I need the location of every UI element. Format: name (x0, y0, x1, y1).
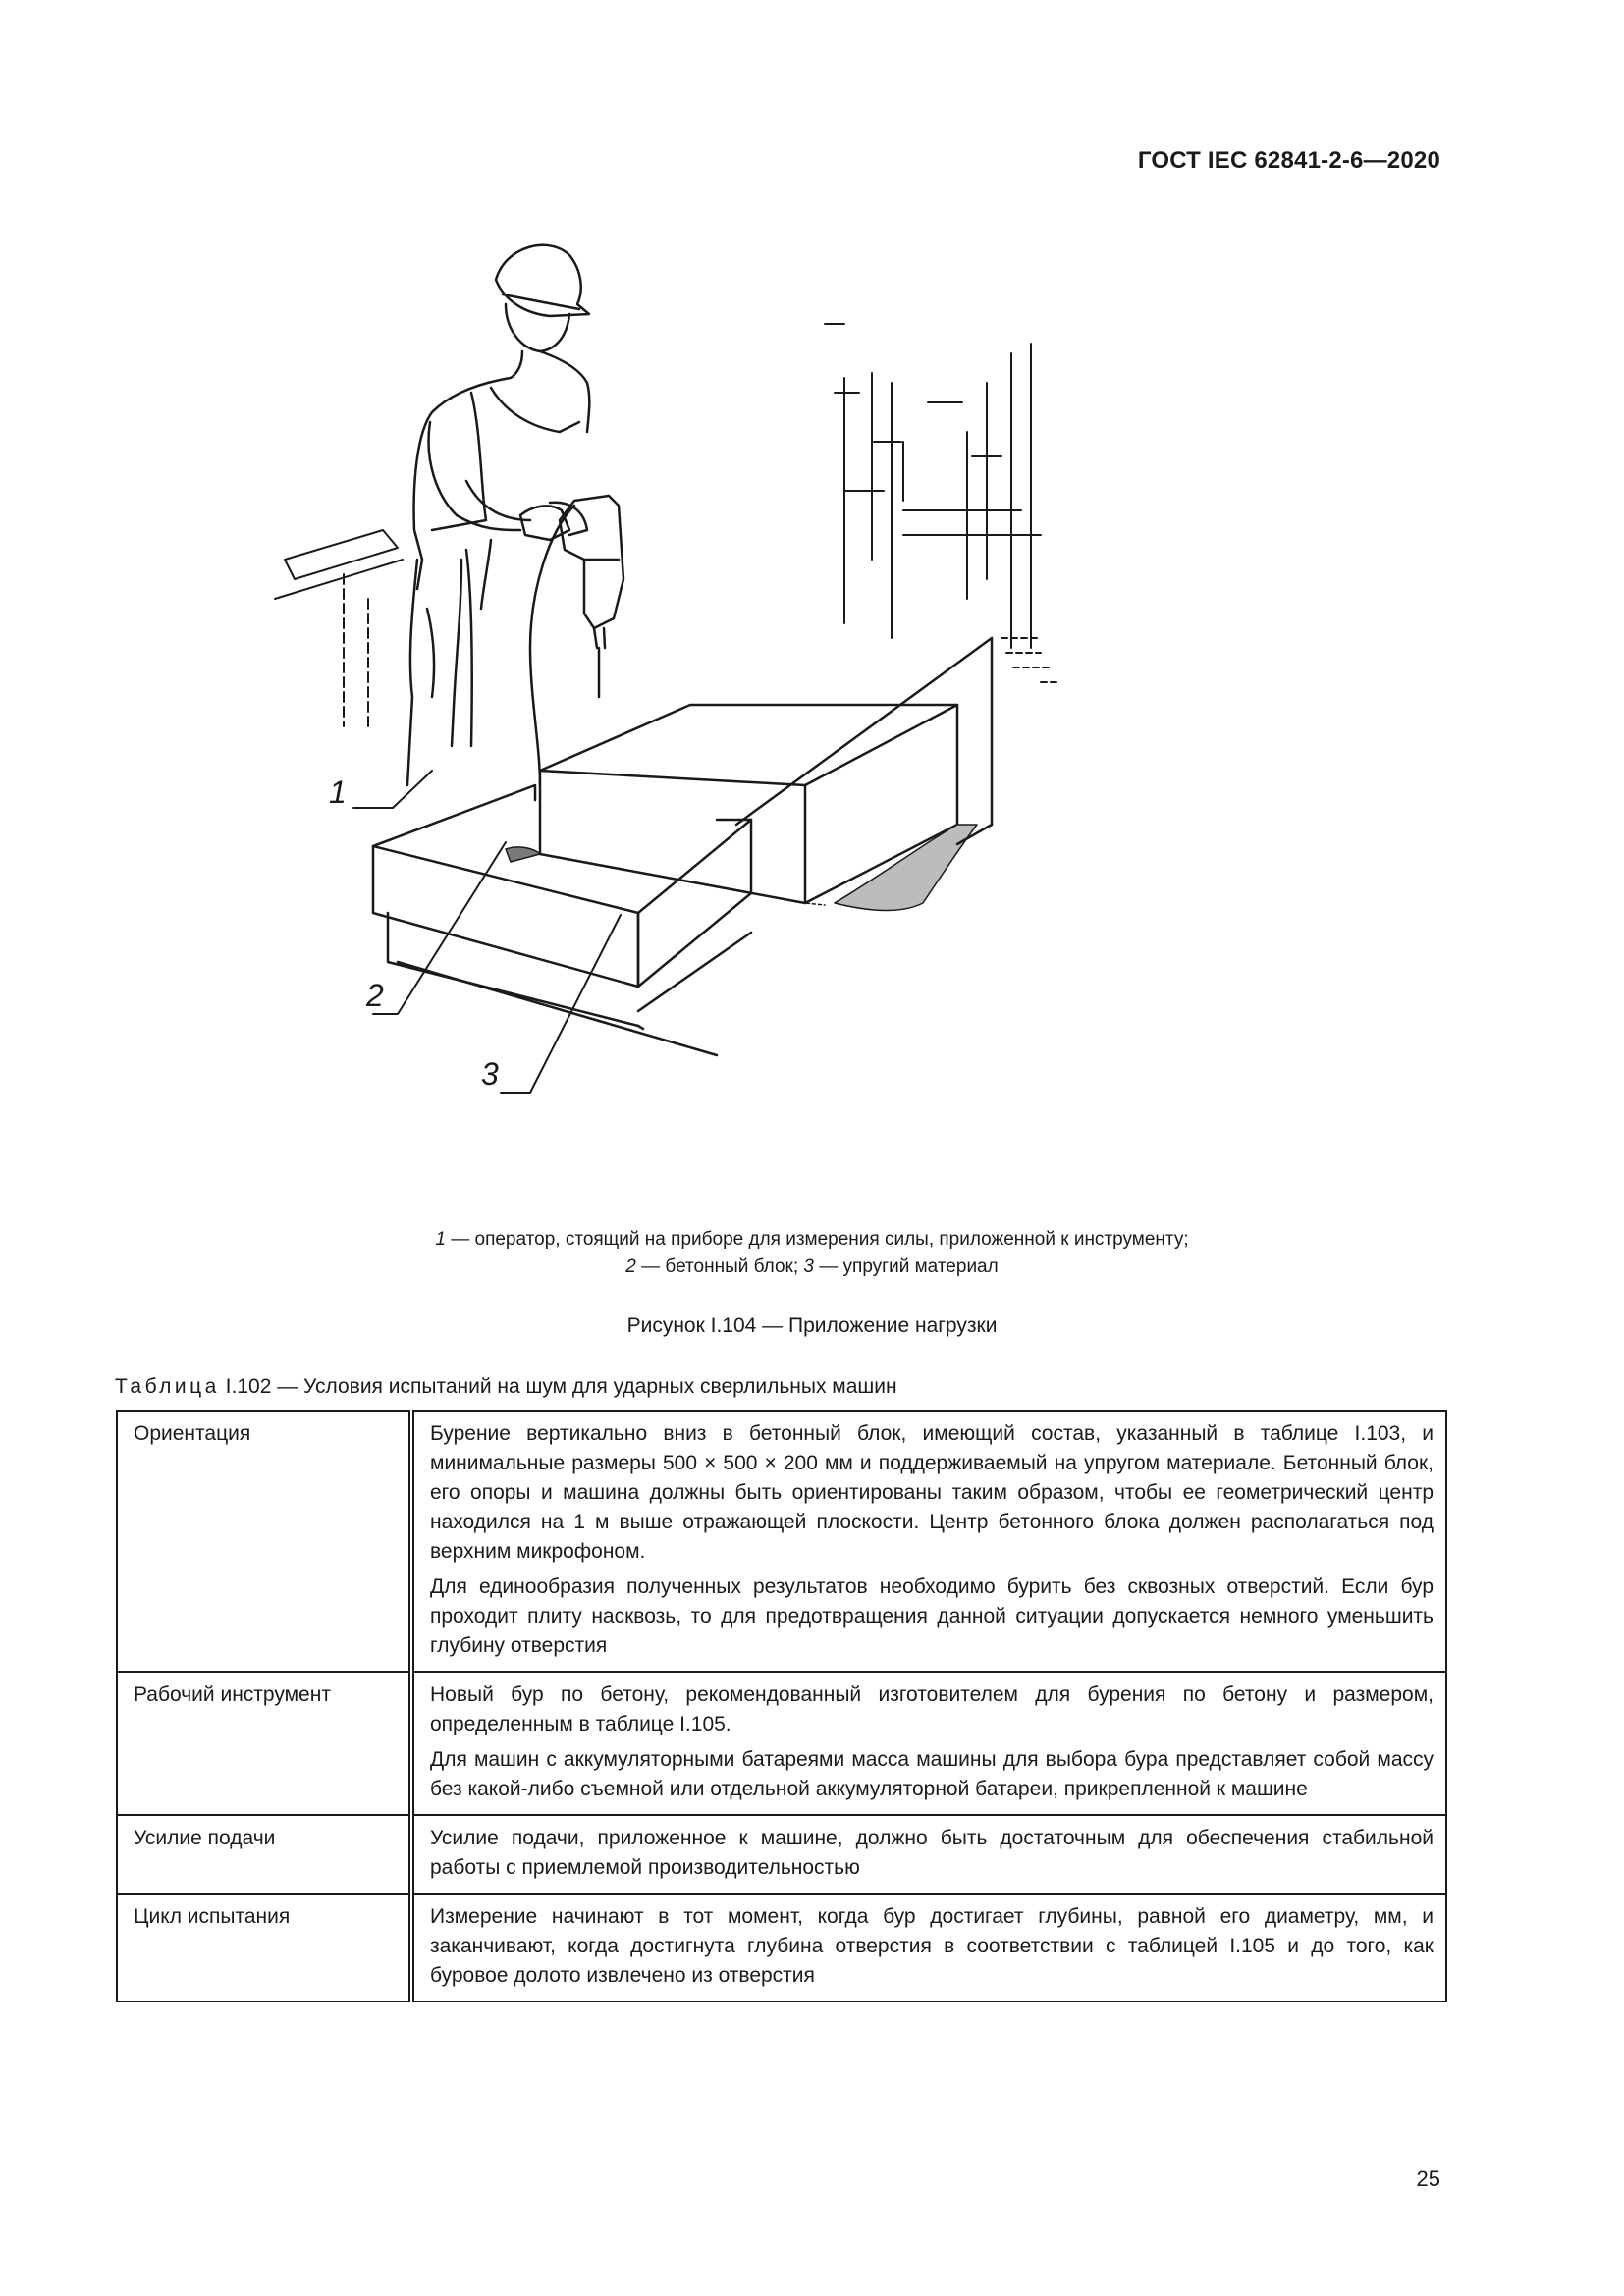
standard-header: ГОСТ IEC 62841-2-6—2020 (1137, 147, 1440, 174)
figure-legend-line-2 (0, 1254, 1624, 1281)
table-row (117, 1411, 1446, 1672)
legend-number: 3 (803, 1256, 814, 1277)
legend-number: 2 (625, 1256, 636, 1277)
row-label: Цикл испытания (117, 1894, 411, 2002)
figure-legend-line-1 (0, 1226, 1624, 1254)
background-wall (825, 324, 1060, 682)
label-operator: 1 (329, 774, 347, 810)
background-bench (275, 530, 403, 726)
label-concrete-block: 2 (366, 978, 384, 1013)
table-title-text: I.102 — Условия испытаний на шум для ударных сверлильных машин (219, 1375, 897, 1398)
figure-caption: Рисунок I.104 — Приложение нагрузки (626, 1314, 998, 1337)
row-paragraph: Новый бур по бетону, рекомендованный изготовителем для бурения по бетону и размером, определенным в таблице I.105. (430, 1683, 1434, 1735)
row-description (411, 1815, 1446, 1894)
legend-text: — бетонный блок; (635, 1256, 804, 1277)
legend-number: 1 (435, 1229, 446, 1250)
row-label: Ориентация (117, 1411, 411, 1672)
table-row (117, 1672, 1446, 1815)
figure-illustration (329, 236, 1159, 1207)
legend-text: — оператор, стоящий на приборе для измерения силы, приложенной к инструменту; (445, 1229, 1189, 1250)
table-row (117, 1815, 1446, 1894)
page-number: 25 (1416, 2166, 1440, 2191)
legend-text: — упругий материал (813, 1256, 999, 1277)
table-row (117, 1894, 1446, 2002)
label-resilient-material: 3 (481, 1056, 499, 1092)
row-paragraph: Бурение вертикально вниз в бетонный блок, имеющий состав, указанный в таблице I.103, и минимальные размеры 500 × 500 × 200 мм и поддерживаемый на упругом материале. Бетонный блок, его опоры и машина должны быть ориентированы таким образом, чтобы ее геометрический центр находился на 1 м выше отражающей плоскости. Центр бетонного блока должен располагаться под верхним микрофоном. (430, 1422, 1434, 1563)
row-label: Рабочий инструмент (117, 1672, 411, 1815)
row-description (411, 1672, 1446, 1815)
row-paragraph: Для единообразия полученных результатов необходимо бурить без сквозных отверстий. Если бур проходит плиту насквозь, то для предотвращения данной ситуации допускается немного уменьшить глубину отверстия (430, 1575, 1434, 1657)
row-paragraph: Измерение начинают в тот момент, когда бур достигает глубины, равной его диаметру, мм, и заканчивают, когда достигнута глубина отверстия в соответствии с таблицей I.105 и до того, как буровое долото извлечено из отверстия (430, 1905, 1434, 1987)
table-title (115, 1375, 897, 1399)
figure-load-application (329, 236, 1159, 1207)
table-title-prefix: Таблица (115, 1375, 220, 1398)
row-label: Усилие подачи (117, 1815, 411, 1894)
row-description (411, 1894, 1446, 2002)
test-conditions-table (116, 1410, 1447, 2002)
row-description (411, 1411, 1446, 1672)
row-paragraph: Для машин с аккумуляторными батареями масса машины для выбора бура представляет собой массу без какой-либо съемной или отдельной аккумуляторной батареи, прикрепленной к машине (430, 1748, 1434, 1800)
row-paragraph: Усилие подачи, приложенное к машине, должно быть достаточным для обеспечения стабильной работы с приемлемой производительностью (430, 1827, 1434, 1879)
